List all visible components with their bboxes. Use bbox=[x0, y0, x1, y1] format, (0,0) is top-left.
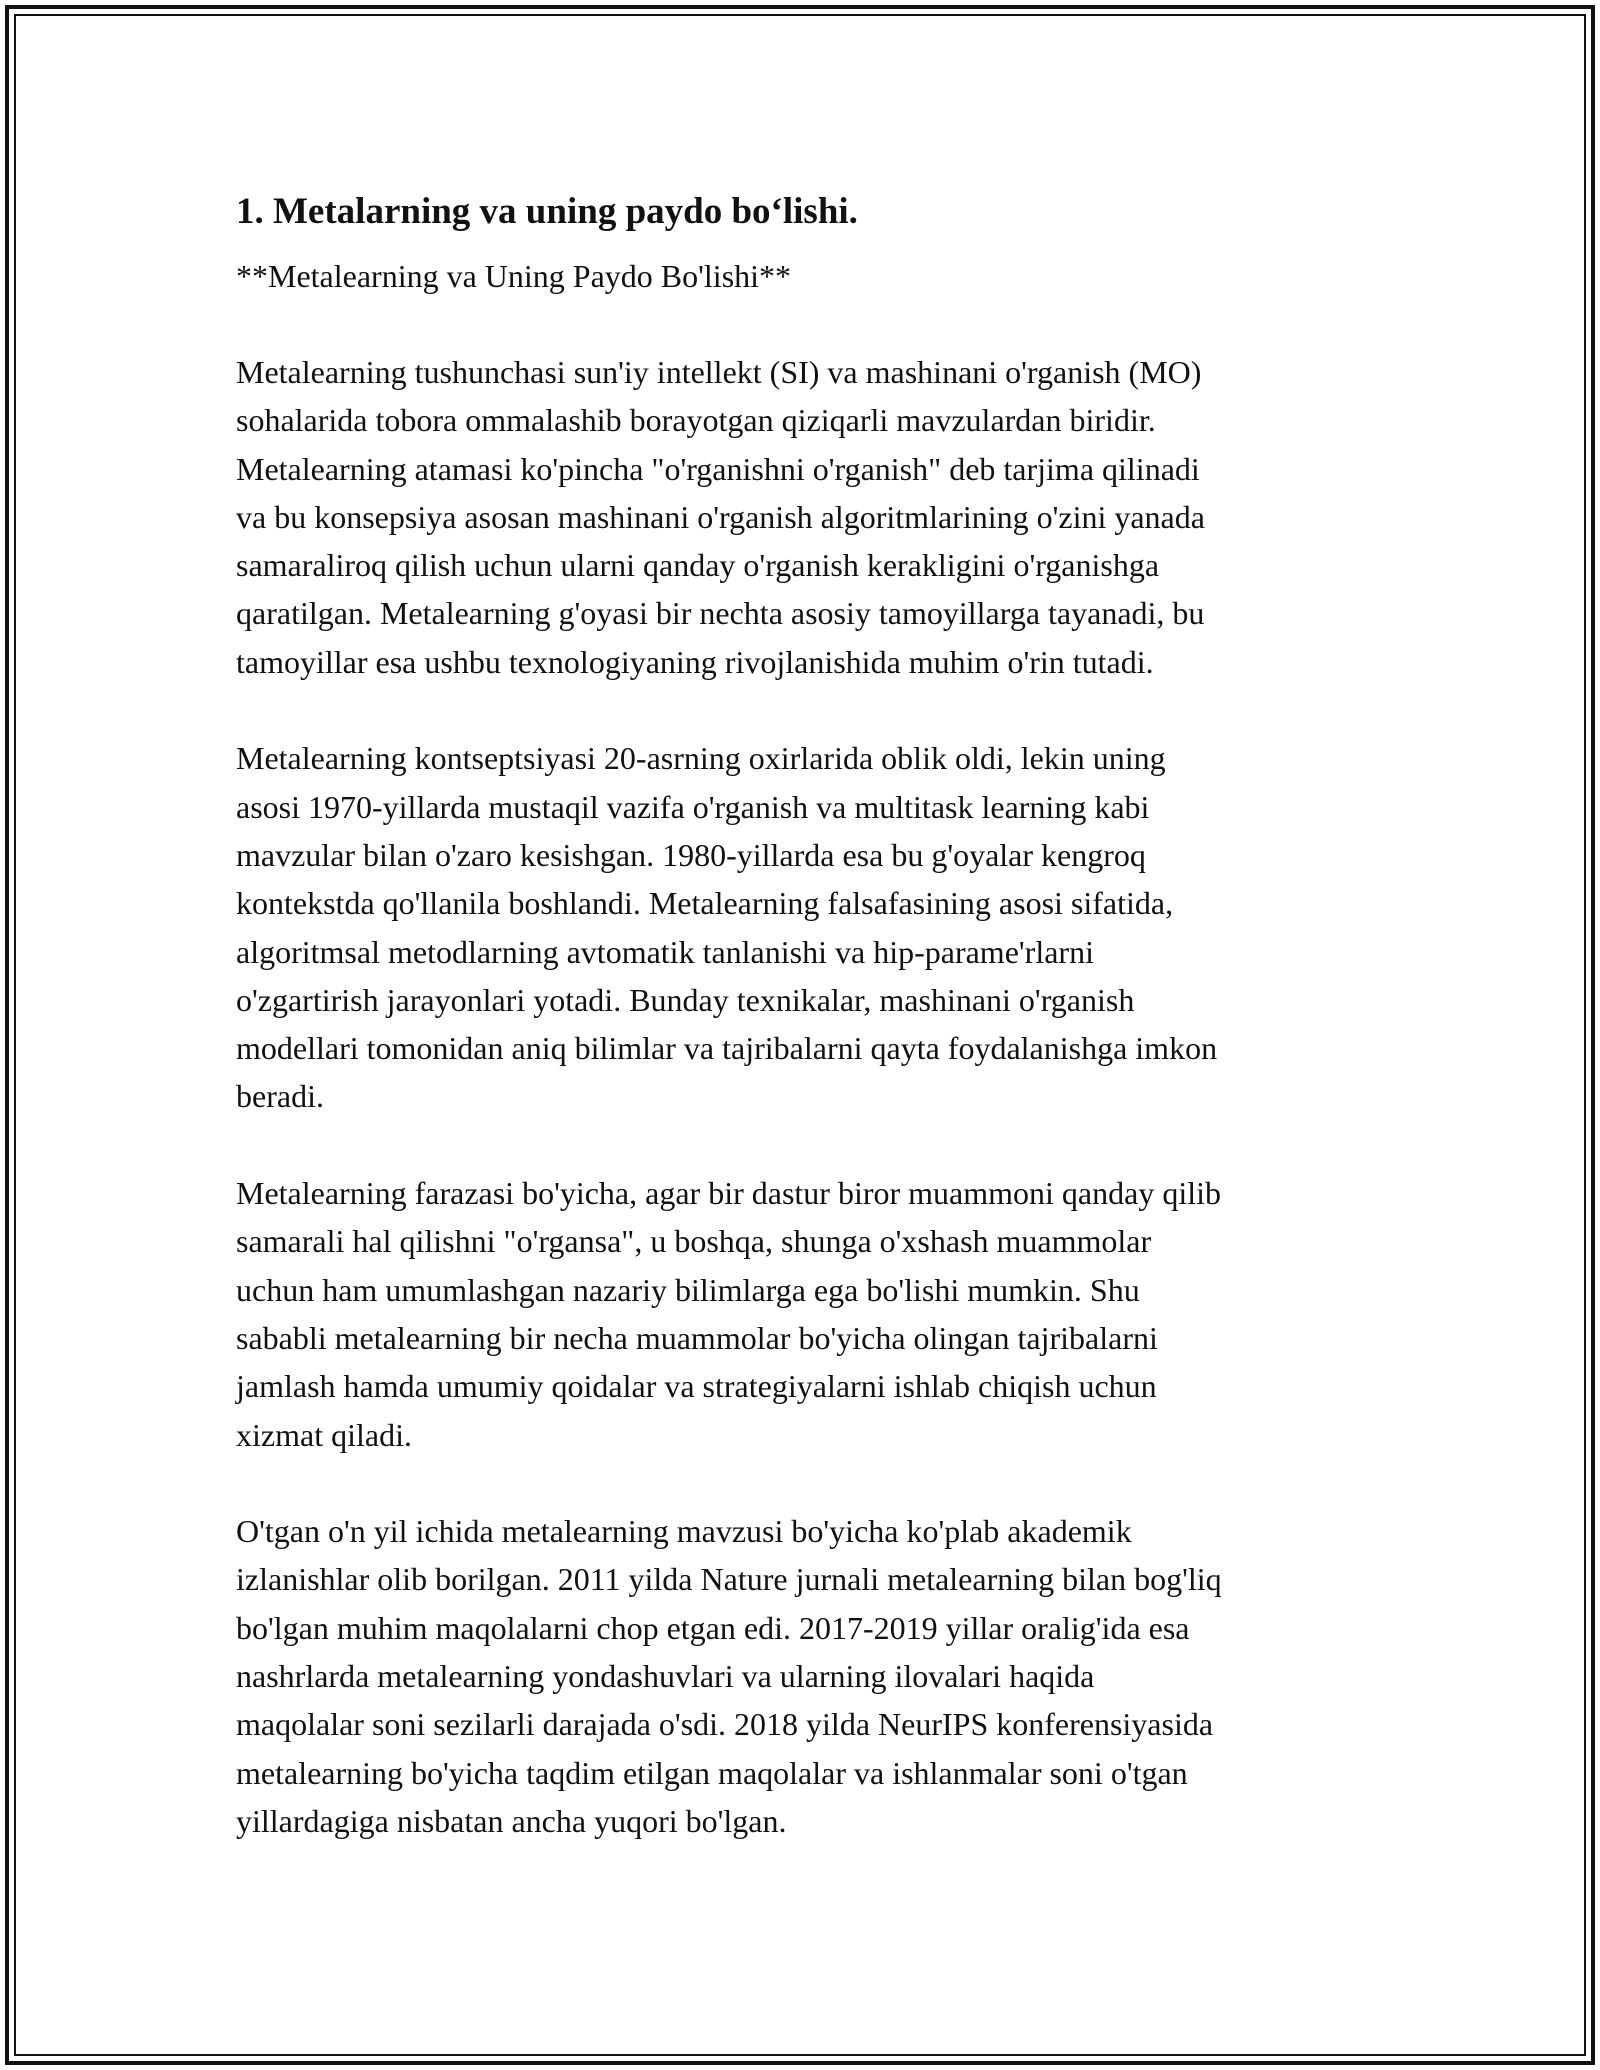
paragraph-line: modellari tomonidan aniq bilimlar va tajribalarni qayta foydalanishga imkon bbox=[236, 1030, 1218, 1067]
paragraph-2 bbox=[236, 734, 1386, 1120]
paragraph-line: bo'lgan muhim maqolalarni chop etgan edi. 2017-2019 yillar oralig'ida esa bbox=[236, 1609, 1190, 1646]
paragraph-line: va bu konsepsiya asosan mashinani o'rganish algoritmlarining o'zini yanada bbox=[236, 498, 1205, 535]
paragraph-4 bbox=[236, 1507, 1386, 1845]
paragraph-line: mavzular bilan o'zaro kesishgan. 1980-yillarda esa bu g'oyalar kengroq bbox=[236, 836, 1146, 873]
paragraph-line: tamoyillar esa ushbu texnologiyaning rivojlanishida muhim o'rin tutadi. bbox=[236, 643, 1154, 680]
paragraph-line: sohalarida tobora ommalashib borayotgan qiziqarli mavzulardan biridir. bbox=[236, 402, 1156, 439]
paragraph-line: sababli metalearning bir necha muammolar bo'yicha olingan tajribalarni bbox=[236, 1319, 1158, 1356]
paragraph-line: O'tgan o'n yil ichida metalearning mavzusi bo'yicha ko'plab akademik bbox=[236, 1513, 1132, 1550]
paragraph-line: metalearning bo'yicha taqdim etilgan maqolalar va ishlanmalar soni o'tgan bbox=[236, 1754, 1188, 1791]
paragraph-line: maqolalar soni sezilarli darajada o'sdi. 2018 yilda NeurIPS konferensiyasida bbox=[236, 1706, 1214, 1743]
paragraph-1 bbox=[236, 348, 1386, 686]
paragraph-line: Metalearning tushunchasi sun'iy intellekt (SI) va mashinani o'rganish (MO) bbox=[236, 354, 1202, 390]
paragraph-line: o'zgartirish jarayonlari yotadi. Bunday texnikalar, mashinani o'rganish bbox=[236, 981, 1135, 1018]
subtitle: **Metalearning va Uning Paydo Bo'lishi** bbox=[236, 258, 792, 294]
paragraph-line: samarali hal qilishni "o'rgansa", u boshqa, shunga o'xshash muammolar bbox=[236, 1223, 1152, 1260]
document-body bbox=[236, 186, 1386, 1894]
page-title: 1. Metalarning va uning paydo bo‘lishi. bbox=[236, 191, 858, 232]
paragraph-line: jamlash hamda umumiy qoidalar va strategiyalarni ishlab chiqish uchun bbox=[236, 1368, 1157, 1405]
paragraph-line: Metalearning kontseptsiyasi 20-asrning oxirlarida oblik oldi, lekin uning bbox=[236, 740, 1166, 777]
paragraph-line: beradi. bbox=[236, 1078, 324, 1115]
paragraph-line: qaratilgan. Metalearning g'oyasi bir nechta asosiy tamoyillarga tayanadi, bu bbox=[236, 595, 1205, 632]
paragraph-line: izlanishlar olib borilgan. 2011 yilda Nature jurnali metalearning bilan bog'liq bbox=[236, 1561, 1222, 1598]
paragraph-line: xizmat qiladi. bbox=[236, 1416, 412, 1453]
paragraph-line: yillardagiga nisbatan ancha yuqori bo'lgan. bbox=[236, 1802, 787, 1839]
paragraph-line: algoritmsal metodlarning avtomatik tanlanishi va hip-parame'rlarni bbox=[236, 933, 1094, 970]
paragraph-line: Metalearning farazasi bo'yicha, agar bir dastur biror muammoni qanday qilib bbox=[236, 1175, 1221, 1212]
paragraph-line: Metalearning atamasi ko'pincha "o'rganishni o'rganish" deb tarjima qilinadi bbox=[236, 450, 1200, 487]
paragraph-line: nashrlarda metalearning yondashuvlari va ularning ilovalari haqida bbox=[236, 1658, 1095, 1695]
paragraph-line: kontekstda qo'llanila boshlandi. Metalearning falsafasining asosi sifatida, bbox=[236, 885, 1174, 922]
paragraph-line: samaraliroq qilish uchun ularni qanday o'rganish kerakligini o'rganishga bbox=[236, 547, 1160, 584]
paragraph-3 bbox=[236, 1169, 1386, 1459]
paragraph-line: asosi 1970-yillarda mustaqil vazifa o'rganish va multitask learning kabi bbox=[236, 788, 1150, 825]
paragraph-line: uchun ham umumlashgan nazariy bilimlarga ega bo'lishi mumkin. Shu bbox=[236, 1271, 1140, 1308]
